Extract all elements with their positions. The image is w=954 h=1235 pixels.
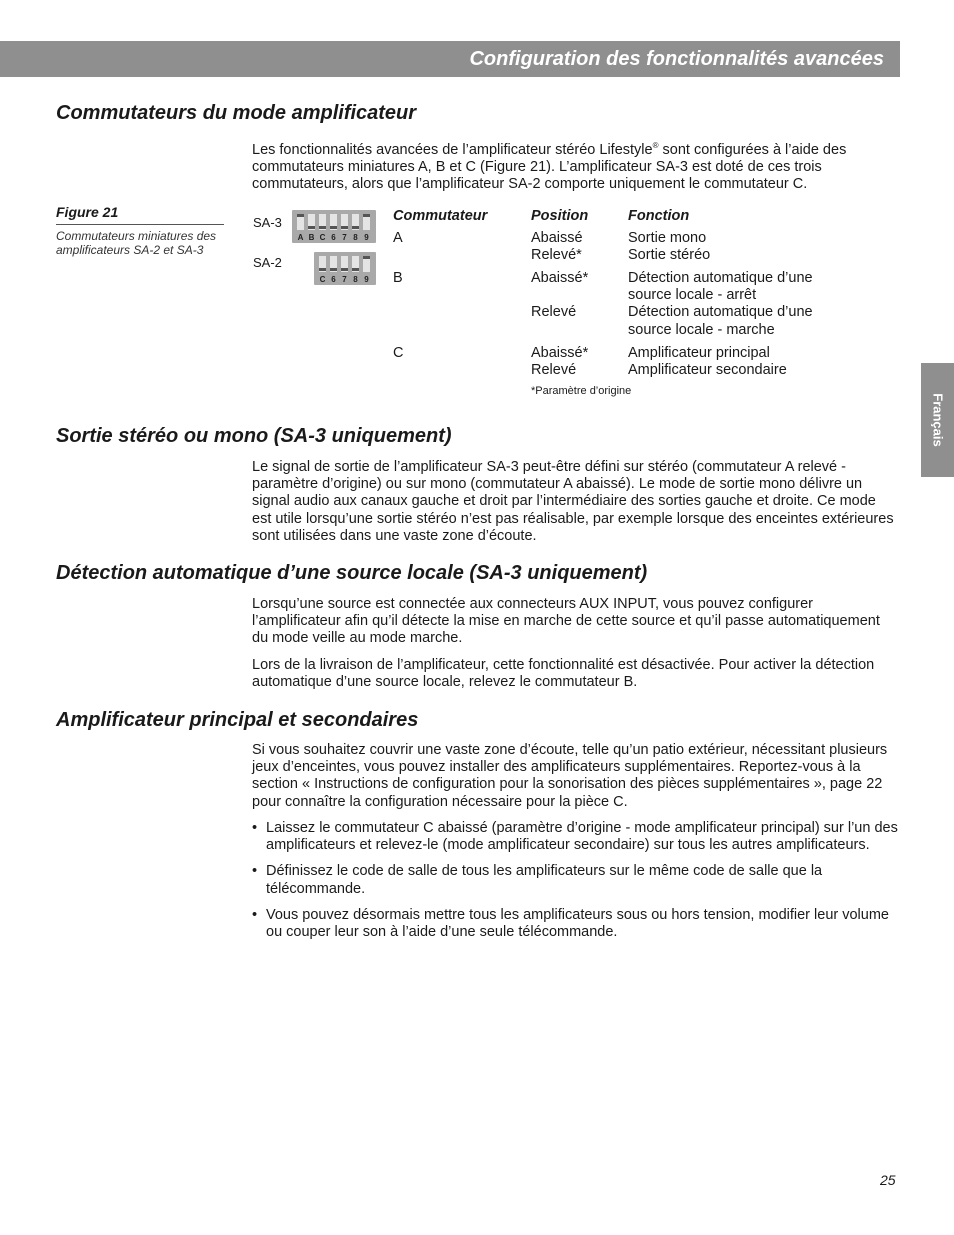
section-detection-body-2: Lors de la livraison de l’amplificateur, cette fonctionnalité est désactivée. Pour activer la détection automatique d’une source locale, relevez le commutateur B.: [252, 657, 875, 691]
table-cell-function: Détection automatique d’une: [628, 270, 813, 286]
sa3-switch-label: 6: [331, 233, 336, 242]
list-item: • Laissez le commutateur C abaissé (paramètre d’origine - mode amplificateur principal) sur l’un des amplificateurs et relevez-le (mode amplificateur secondaire) sur tous les autres amplificateurs.: [252, 820, 900, 854]
sa2-label: SA-2: [253, 255, 282, 270]
sa3-switch-label: C: [319, 233, 326, 242]
intro-text-b: sont configurées à l’aide des commutateurs miniatures A, B et C (Figure 21). L’amplificateur SA-3 est doté de ces trois commutateurs, alors que l’amplificateur SA-2 comporte uniquement le commutateur C.: [252, 141, 847, 193]
table-cell-position: Relevé*: [531, 247, 582, 263]
sa3-label: SA-3: [253, 215, 282, 230]
table-header-switch: Commutateur: [393, 208, 488, 224]
section-stereo-body: Le signal de sortie de l’amplificateur SA-3 peut-être défini sur stéréo (commutateur A relevé - paramètre d’origine) ou sur mono (commutateur A abaissé). Le mode de sortie mono délivre un signal audio aux canaux gauche et droit par l’intermédiaire des sorties gauche et droite. Ce mode est utile lorsqu’une sortie stéréo n’est pas réalisable, par exemple lorsque des enceintes extérieures sont utilisées dans une vaste zone d’écoute.: [252, 459, 894, 544]
section-mode-intro: [252, 137, 897, 193]
table-header-function: Fonction: [628, 208, 690, 224]
section-heading-principal: Amplificateur principal et secondaires: [56, 709, 419, 731]
section-detection-body-1: Lorsqu’une source est connectée aux connecteurs AUX INPUT, vous pouvez configurer l’amplificateur afin qu’il détecte la mise en marche de cette source et qu’il passe automatiquement du mode veille au mode marche.: [252, 596, 880, 647]
table-cell-position: Abaissé: [531, 230, 583, 246]
figure-caption: Commutateurs miniatures des amplificateurs SA-2 et SA-3: [56, 229, 217, 257]
table-header-position: Position: [531, 208, 589, 224]
table-cell-switch: B: [393, 270, 403, 286]
sa3-dip-switch-illustration: [292, 210, 376, 243]
section-heading-detection: Détection automatique d’une source locale (SA-3 uniquement): [56, 562, 648, 584]
table-cell-function: Amplificateur secondaire: [628, 362, 787, 378]
sa3-switch-label: A: [297, 233, 304, 242]
sa3-switch-label: 9: [364, 233, 369, 242]
sa2-switch-label: 9: [364, 275, 369, 284]
registered-mark: ®: [652, 141, 659, 150]
sa3-switch-label: 7: [342, 233, 347, 242]
table-cell-function: Sortie stéréo: [628, 247, 711, 263]
table-cell-function: source locale - marche: [628, 322, 775, 338]
table-cell-switch: A: [393, 230, 403, 246]
sa2-switch-label: 6: [331, 275, 336, 284]
table-cell-function: Amplificateur principal: [628, 345, 770, 361]
page-number: 25: [880, 1172, 896, 1188]
figure-label: Figure 21: [56, 204, 224, 225]
table-cell-position: Abaissé*: [531, 270, 589, 286]
sa2-dip-switch-illustration: [314, 252, 376, 285]
page-title: Configuration des fonctionnalités avancées: [469, 48, 884, 70]
section-heading-stereo: Sortie stéréo ou mono (SA-3 uniquement): [56, 425, 452, 447]
table-cell-position: Relevé: [531, 362, 577, 378]
table-cell-position: Relevé: [531, 304, 577, 320]
list-item: • Vous pouvez désormais mettre tous les amplificateurs sous ou hors tension, modifier leur volume ou couper leur son à l’aide d’une seule télécommande.: [252, 907, 900, 941]
sa2-switch-label: C: [319, 275, 326, 284]
instruction-list: [252, 820, 900, 950]
intro-text-a: Les fonctionnalités avancées de l’amplificateur stéréo Lifestyle: [252, 141, 653, 158]
sa2-switch-label: 7: [342, 275, 347, 284]
table-cell-position: Abaissé*: [531, 345, 589, 361]
sa2-switch-label: 8: [353, 275, 358, 284]
sa3-switch-label: B: [308, 233, 315, 242]
section-heading-mode: Commutateurs du mode amplificateur: [56, 102, 417, 124]
language-tab: [921, 363, 954, 477]
table-cell-switch: C: [393, 345, 404, 361]
header-bar: [0, 41, 900, 77]
language-tab-label: Français: [930, 393, 945, 447]
table-cell-function: Détection automatique d’une: [628, 304, 813, 320]
table-cell-function: Sortie mono: [628, 230, 707, 246]
section-principal-body: Si vous souhaitez couvrir une vaste zone d’écoute, telle qu’un patio extérieur, nécessitant plusieurs jeux d’enceintes, vous pouvez installer des amplificateurs supplémentaires. Reportez-vous à la section « Instructions de configuration pour la sonorisation des pièces supplémentaires », page 22 pour connaître la configuration nécessaire pour la pièce C.: [252, 742, 888, 810]
sa3-switch-label: 8: [353, 233, 358, 242]
table-footnote: *Paramètre d’origine: [531, 385, 632, 397]
list-item: • Définissez le code de salle de tous les amplificateurs sur le même code de salle que la télécommande.: [252, 863, 900, 897]
table-cell-function: source locale - arrêt: [628, 287, 757, 303]
